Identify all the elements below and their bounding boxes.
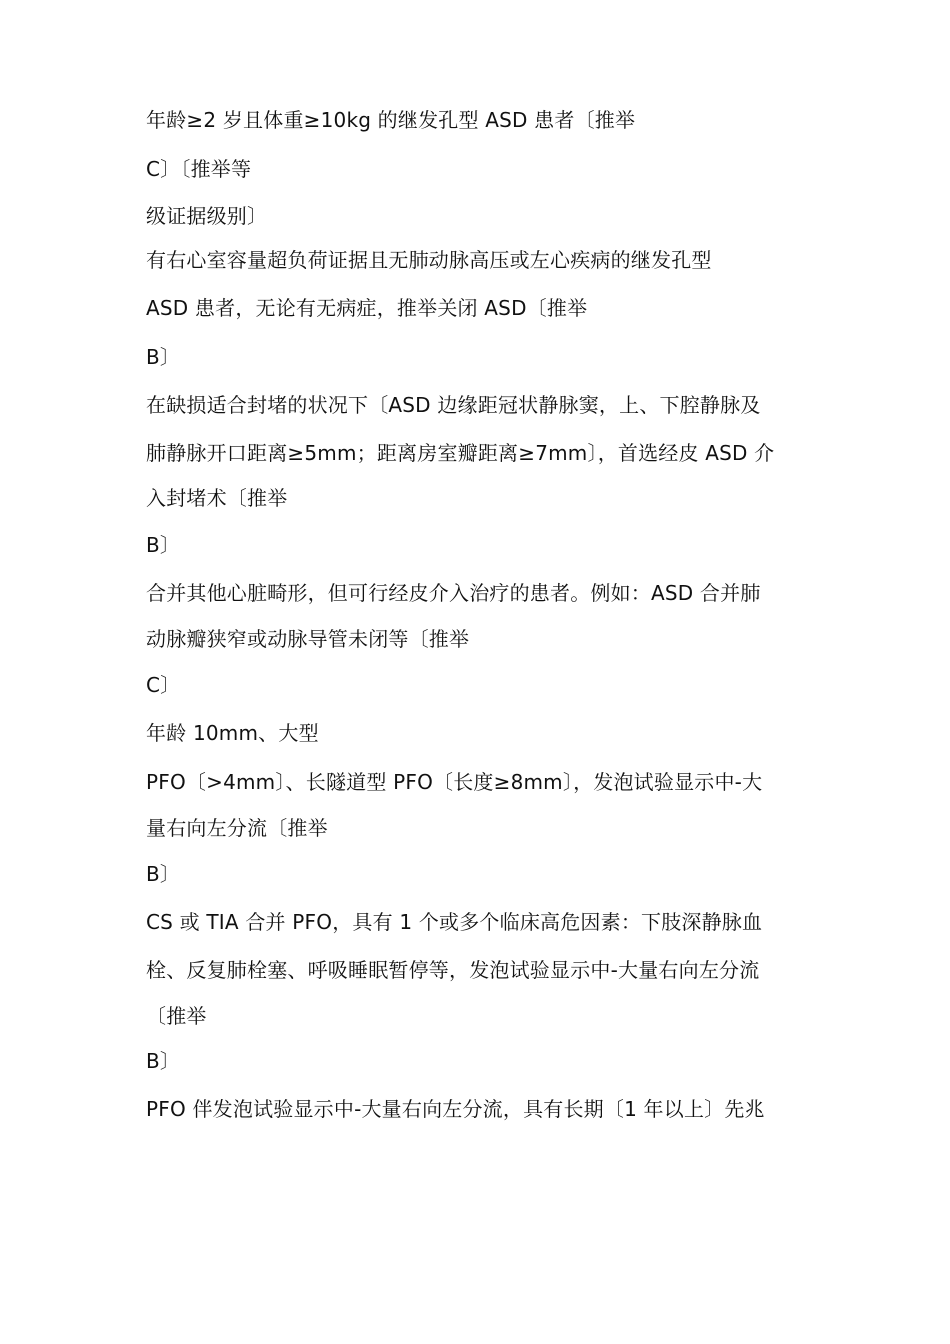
text-line: 入封堵术〔推举 (146, 486, 288, 510)
text-line: 在缺损适合封堵的状况下〔ASD 边缘距冠状静脉窦，上、下腔静脉及 (146, 393, 761, 417)
text-line: 栓、反复肺栓塞、呼吸睡眠暂停等，发泡试验显示中-大量右向左分流 (146, 958, 760, 982)
text-line: B〕 (146, 533, 181, 557)
text-line: 年龄≥2 岁且体重≥10kg 的继发孔型 ASD 患者〔推举 (146, 108, 636, 132)
text-line: 肺静脉开口距离≥5mm；距离房室瓣距离≥7mm〕，首选经皮 ASD 介 (146, 441, 775, 465)
text-line: B〕 (146, 345, 181, 369)
text-line: PFO〔>4mm〕、长隧道型 PFO〔长度≥8mm〕，发泡试验显示中-大 (146, 770, 763, 794)
text-line: 级证据级别〕 (146, 204, 268, 228)
text-line: 合并其他心脏畸形，但可行经皮介入治疗的患者。例如：ASD 合并肺 (146, 581, 761, 605)
text-line: 有右心室容量超负荷证据且无肺动脉高压或左心疾病的继发孔型 (146, 248, 712, 272)
text-line: C〕〔推举等 (146, 157, 252, 181)
text-line: 动脉瓣狭窄或动脉导管未闭等〔推举 (146, 627, 470, 651)
text-line: CS 或 TIA 合并 PFO，具有 1 个或多个临床高危因素：下肢深静脉血 (146, 910, 763, 934)
text-line: B〕 (146, 862, 181, 886)
text-line: 〔推举 (146, 1004, 207, 1028)
text-line: ASD 患者，无论有无病症，推举关闭 ASD〔推举 (146, 296, 588, 320)
text-line: PFO 伴发泡试验显示中-大量右向左分流，具有长期〔1 年以上〕先兆 (146, 1097, 765, 1121)
text-line: C〕 (146, 673, 181, 697)
text-line: B〕 (146, 1049, 181, 1073)
text-line: 年龄 10mm、大型 (146, 721, 319, 745)
text-line: 量右向左分流〔推举 (146, 816, 328, 840)
